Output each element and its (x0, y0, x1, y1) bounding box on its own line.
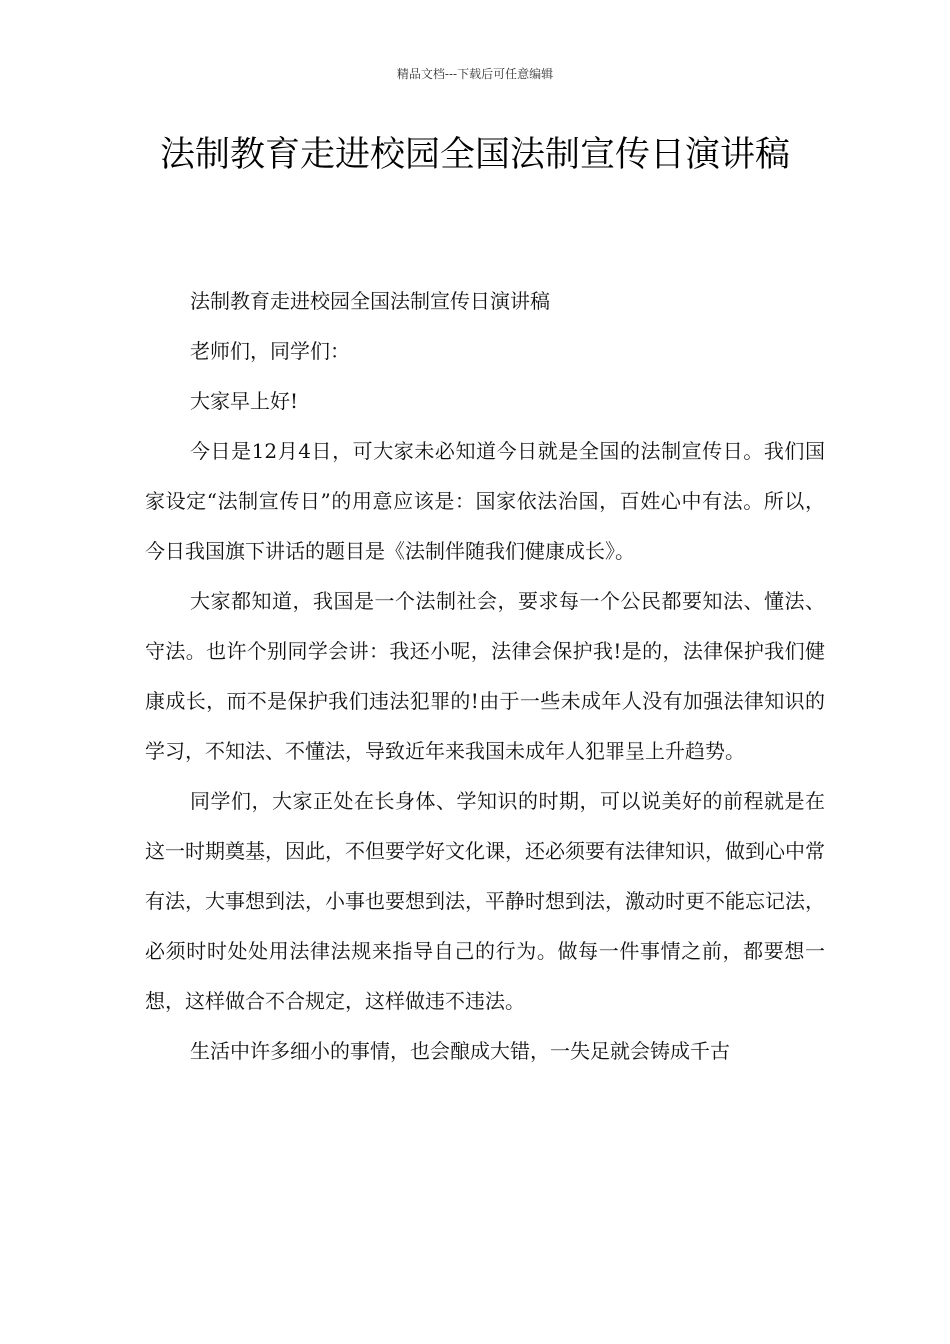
document-title: 法制教育走进校园全国法制宣传日演讲稿 (159, 135, 790, 175)
paragraph-subtitle: 法制教育走进校园全国法制宣传日演讲稿 (190, 289, 550, 313)
paragraph-body: 大家都知道，我国是一个法制社会，要求每一个公民都要知法、懂法、守法。也许个别同学会讲：我还小呢，法律会保护我!是的，法律保护我们健康成长，而不是保护我们违法犯罪的!由于一些未成年人没有加强法律知识的学习，不知法、不懂法，导致近年来我国未成年人犯罪呈上升趋势。 (145, 589, 825, 763)
paragraph-body: 生活中许多细小的事情，也会酿成大错，一失足就会铸成千古 (190, 1039, 730, 1063)
header-note: 精品文档---下载后可任意编辑 (396, 67, 554, 81)
document-body (145, 276, 825, 1076)
paragraph-body: 同学们，大家正处在长身体、学知识的时期，可以说美好的前程就是在这一时期奠基，因此，不但要学好文化课，还必须要有法律知识，做到心中常有法，大事想到法，小事也要想到法，平静时想到法，激动时更不能忘记法，必须时时处处用法律法规来指导自己的行为。做每一件事情之前，都要想一想，这样做合不合规定，这样做违不违法。 (145, 789, 825, 1013)
paragraph-body: 今日是12月4日，可大家未必知道今日就是全国的法制宣传日。我们国家设定“法制宣传日”的用意应该是：国家依法治国，百姓心中有法。所以，今日我国旗下讲话的题目是《法制伴随我们健康成长》。 (145, 439, 825, 563)
paragraph-greeting: 老师们，同学们： (190, 339, 350, 363)
paragraph-good-morning: 大家早上好! (190, 389, 299, 413)
